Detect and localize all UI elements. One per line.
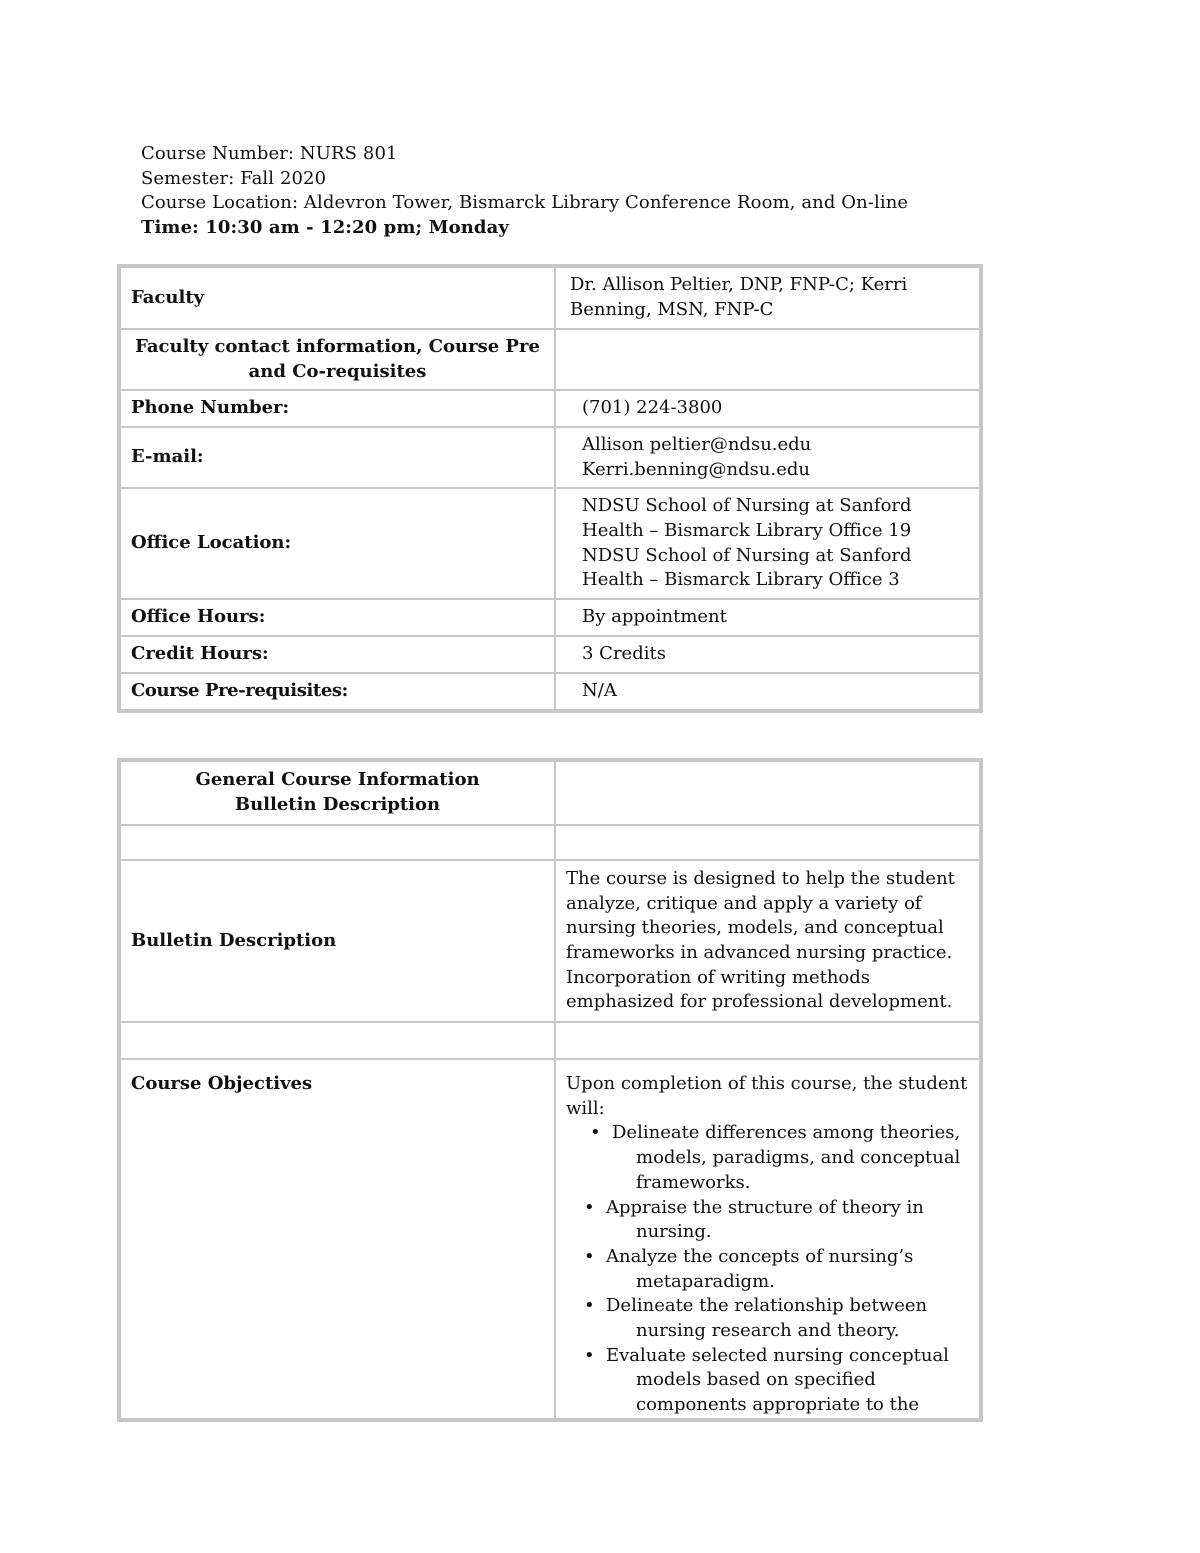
objectives-intro: Upon completion of this course, the student will:: [566, 1073, 968, 1119]
table-row: [120, 636, 980, 673]
table-row: [120, 390, 980, 427]
course-info-table: [117, 758, 983, 1422]
faculty-table: [117, 264, 983, 713]
phone-value: (701) 224-3800: [555, 390, 980, 427]
office-hours-value: By appointment: [555, 599, 980, 636]
table-row: [120, 329, 980, 390]
empty-cell: [555, 825, 980, 860]
email-2: Kerri.benning@ndsu.edu: [582, 458, 810, 480]
prereq-label: Course Pre-requisites:: [120, 673, 555, 710]
table-row: [120, 1022, 980, 1059]
faculty-label: Faculty: [120, 267, 555, 329]
objectives-label: Course Objectives: [120, 1059, 555, 1419]
office-location-value: [555, 488, 980, 599]
objective-item: • Analyze the concepts of nursing’s metaparadigm.: [566, 1245, 969, 1294]
course-header: [141, 142, 908, 241]
bulletin-label: Bulletin Description: [120, 860, 555, 1022]
empty-cell: [120, 825, 555, 860]
table-row: [120, 761, 980, 825]
table-row: [120, 1059, 980, 1419]
email-value: [555, 427, 980, 488]
table-row: [120, 860, 980, 1022]
table-row: [120, 488, 980, 599]
prereq-value: N/A: [555, 673, 980, 710]
course-info-heading: General Course Information Bulletin Description: [120, 761, 555, 825]
contact-heading: Faculty contact information, Course Pre and Co-requisites: [120, 329, 555, 390]
office-hours-label: Office Hours:: [120, 599, 555, 636]
faculty-value: Dr. Allison Peltier, DNP, FNP-C; Kerri Benning, MSN, FNP-C: [555, 267, 980, 329]
empty-cell: [555, 761, 980, 825]
table-row: [120, 673, 980, 710]
office-location-2: NDSU School of Nursing at Sanford Health – Bismarck Library Office 3: [582, 544, 912, 591]
email-label: E-mail:: [120, 427, 555, 488]
empty-cell: [555, 329, 980, 390]
credit-hours-label: Credit Hours:: [120, 636, 555, 673]
bulletin-value: The course is designed to help the student analyze, critique and apply a variety of nursing theories, models, and conceptual frameworks in advanced nursing practice. Incorporation of writing methods emphasized for professional development.: [555, 860, 980, 1022]
table-row: [120, 599, 980, 636]
semester: Semester: Fall 2020: [141, 167, 327, 189]
objectives-list: [566, 1121, 969, 1417]
empty-cell: [120, 1022, 555, 1059]
table-row: [120, 427, 980, 488]
objective-item: • Delineate differences among theories, models, paradigms, and conceptual frameworks.: [566, 1121, 969, 1195]
credit-hours-value: 3 Credits: [555, 636, 980, 673]
course-number: Course Number: NURS 801: [141, 143, 398, 164]
objective-item: • Delineate the relationship between nursing research and theory.: [566, 1294, 969, 1343]
course-location: Course Location: Aldevron Tower, Bismarck Library Conference Room, and On-line: [141, 192, 909, 214]
course-time: Time: 10:30 am - 12:20 pm; Monday: [141, 217, 509, 239]
table-row: [120, 267, 980, 329]
objective-item: • Evaluate selected nursing conceptual models based on specified components appropriate to the: [566, 1344, 969, 1418]
phone-label: Phone Number:: [120, 390, 555, 427]
objective-item: • Appraise the structure of theory in nursing.: [566, 1196, 969, 1245]
table-row: [120, 825, 980, 860]
email-1: Allison peltier@ndsu.edu: [582, 433, 812, 455]
objectives-value: [555, 1059, 980, 1419]
office-location-label: Office Location:: [120, 488, 555, 599]
empty-cell: [555, 1022, 980, 1059]
office-location-1: NDSU School of Nursing at Sanford Health – Bismarck Library Office 19: [582, 495, 912, 541]
